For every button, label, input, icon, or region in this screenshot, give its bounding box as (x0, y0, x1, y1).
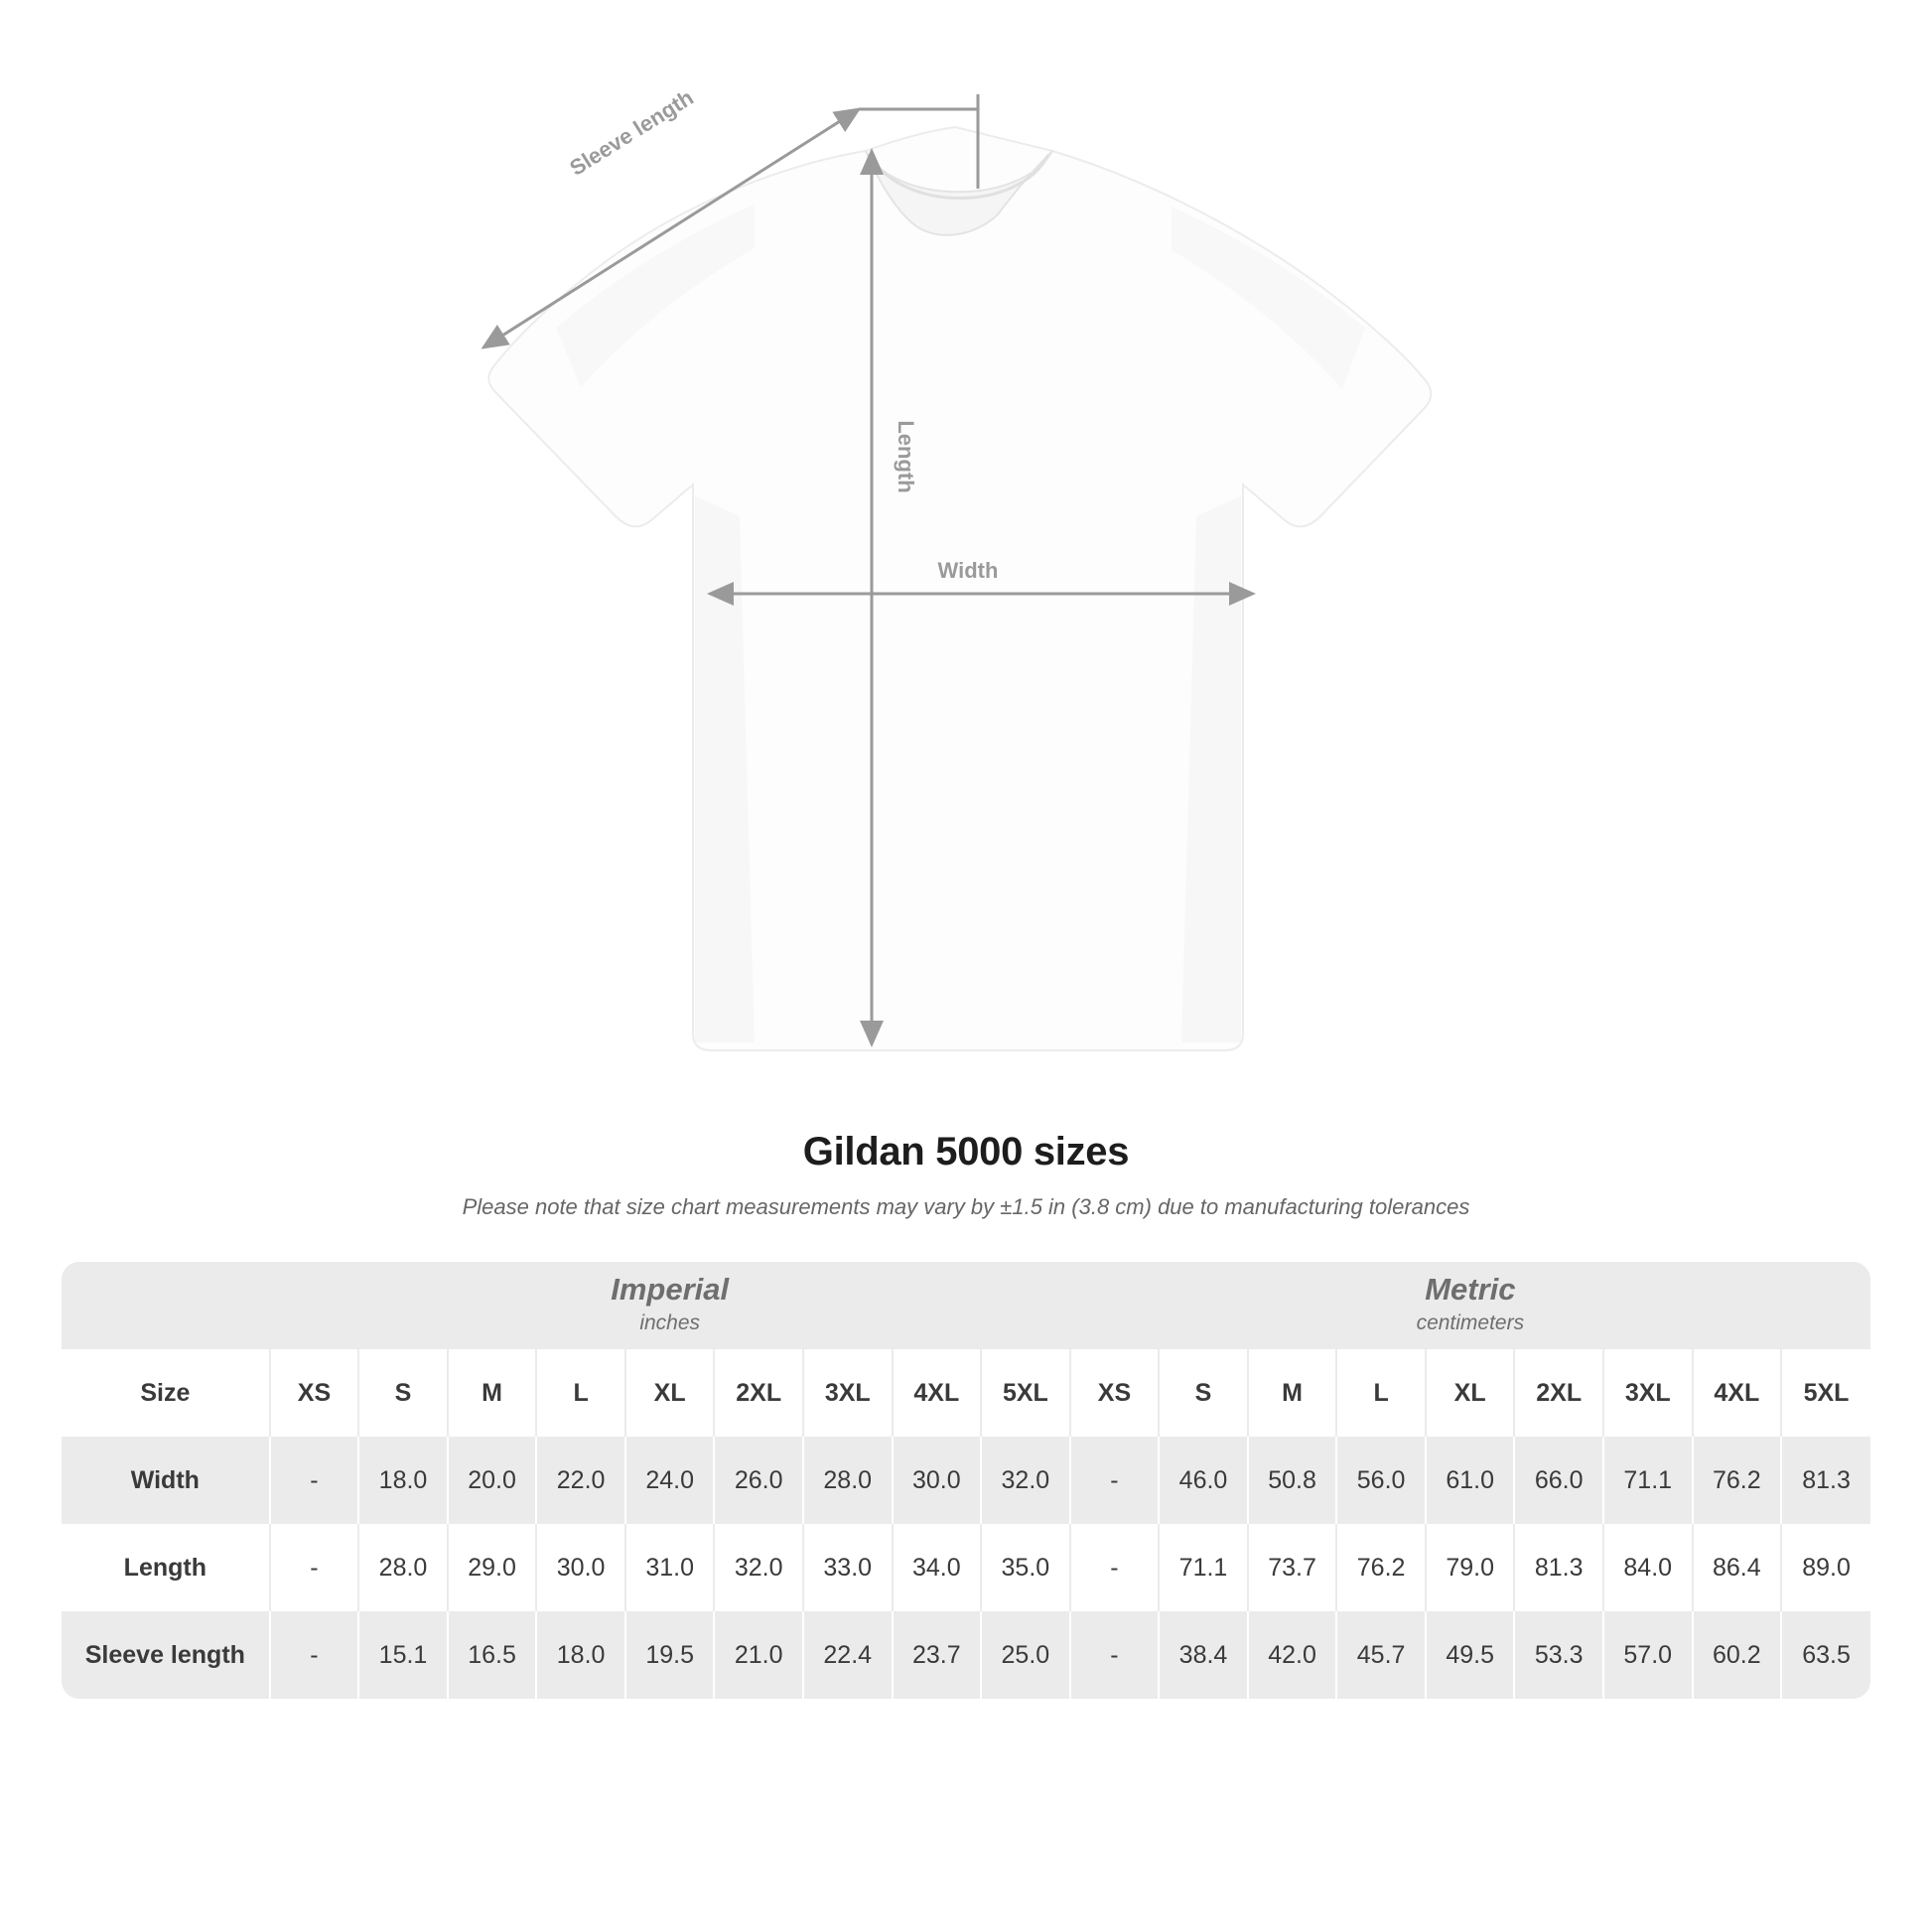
unit-group-metric (1070, 1262, 1870, 1349)
cell-sleeve-metric-5xl: 63.5 (1781, 1611, 1870, 1699)
row-label-length: Length (62, 1524, 270, 1611)
unit-group-imperial-sub: inches (639, 1311, 701, 1335)
size-header-metric-l: L (1336, 1349, 1426, 1437)
table-row (62, 1437, 1870, 1524)
cell-width-metric-2xl: 66.0 (1514, 1437, 1603, 1524)
cell-width-metric-l: 56.0 (1336, 1437, 1426, 1524)
cell-length-metric-5xl: 89.0 (1781, 1524, 1870, 1611)
cell-width-imperial-2xl: 26.0 (714, 1437, 803, 1524)
cell-sleeve-imperial-xl: 19.5 (625, 1611, 715, 1699)
cell-width-metric-xl: 61.0 (1426, 1437, 1515, 1524)
cell-length-imperial-xl: 31.0 (625, 1524, 715, 1611)
cell-length-metric-3xl: 84.0 (1603, 1524, 1693, 1611)
cell-length-imperial-2xl: 32.0 (714, 1524, 803, 1611)
cell-length-metric-m: 73.7 (1248, 1524, 1337, 1611)
cell-sleeve-imperial-xs: - (270, 1611, 359, 1699)
chart-header (0, 1130, 1932, 1220)
size-header-imperial-2xl: 2XL (714, 1349, 803, 1437)
cell-length-metric-l: 76.2 (1336, 1524, 1426, 1611)
size-header-metric-4xl: 4XL (1693, 1349, 1782, 1437)
unit-header-spacer (62, 1262, 270, 1349)
cell-length-imperial-3xl: 33.0 (803, 1524, 893, 1611)
size-header-metric-xs: XS (1070, 1349, 1160, 1437)
unit-group-imperial (270, 1262, 1070, 1349)
size-header-imperial-xs: XS (270, 1349, 359, 1437)
cell-length-metric-xl: 79.0 (1426, 1524, 1515, 1611)
cell-sleeve-metric-3xl: 57.0 (1603, 1611, 1693, 1699)
cell-width-imperial-5xl: 32.0 (981, 1437, 1070, 1524)
cell-width-metric-m: 50.8 (1248, 1437, 1337, 1524)
size-header-imperial-4xl: 4XL (893, 1349, 982, 1437)
cell-sleeve-metric-l: 45.7 (1336, 1611, 1426, 1699)
tolerance-note: Please note that size chart measurements may vary by ±1.5 in (3.8 cm) due to manufacturing tolerances (462, 1194, 1470, 1219)
cell-length-metric-2xl: 81.3 (1514, 1524, 1603, 1611)
cell-sleeve-imperial-s: 15.1 (358, 1611, 448, 1699)
cell-sleeve-imperial-l: 18.0 (536, 1611, 625, 1699)
unit-group-metric-sub: centimeters (1416, 1311, 1525, 1335)
row-label-width: Width (62, 1437, 270, 1524)
cell-sleeve-imperial-4xl: 23.7 (893, 1611, 982, 1699)
cell-width-metric-3xl: 71.1 (1603, 1437, 1693, 1524)
size-header-imperial-5xl: 5XL (981, 1349, 1070, 1437)
table-row (62, 1524, 1870, 1611)
cell-width-metric-xs: - (1070, 1437, 1160, 1524)
sleeve-length-dim-label: Sleeve length (565, 84, 698, 181)
cell-width-imperial-3xl: 28.0 (803, 1437, 893, 1524)
size-header-metric-5xl: 5XL (1781, 1349, 1870, 1437)
cell-sleeve-metric-s: 38.4 (1159, 1611, 1248, 1699)
cell-length-metric-s: 71.1 (1159, 1524, 1248, 1611)
cell-sleeve-metric-xs: - (1070, 1611, 1160, 1699)
size-table (62, 1262, 1870, 1699)
page-title: Gildan 5000 sizes (802, 1130, 1130, 1173)
size-header-imperial-xl: XL (625, 1349, 715, 1437)
cell-sleeve-metric-4xl: 60.2 (1693, 1611, 1782, 1699)
cell-width-imperial-s: 18.0 (358, 1437, 448, 1524)
cell-width-metric-5xl: 81.3 (1781, 1437, 1870, 1524)
size-header-imperial-m: M (448, 1349, 537, 1437)
row-label-sleeve-length: Sleeve length (62, 1611, 270, 1699)
cell-sleeve-imperial-5xl: 25.0 (981, 1611, 1070, 1699)
size-header-metric-m: M (1248, 1349, 1337, 1437)
cell-width-imperial-4xl: 30.0 (893, 1437, 982, 1524)
cell-length-imperial-l: 30.0 (536, 1524, 625, 1611)
cell-length-metric-xs: - (1070, 1524, 1160, 1611)
cell-length-metric-4xl: 86.4 (1693, 1524, 1782, 1611)
cell-sleeve-metric-xl: 49.5 (1426, 1611, 1515, 1699)
cell-sleeve-imperial-3xl: 22.4 (803, 1611, 893, 1699)
cell-width-imperial-l: 22.0 (536, 1437, 625, 1524)
length-dim-label: Length (894, 420, 918, 493)
unit-header-row (62, 1262, 1870, 1349)
size-header-imperial-s: S (358, 1349, 448, 1437)
cell-width-imperial-xl: 24.0 (625, 1437, 715, 1524)
cell-width-imperial-xs: - (270, 1437, 359, 1524)
cell-sleeve-metric-m: 42.0 (1248, 1611, 1337, 1699)
unit-group-imperial-name: Imperial (611, 1272, 730, 1308)
width-dim-label: Width (937, 558, 999, 583)
cell-sleeve-metric-2xl: 53.3 (1514, 1611, 1603, 1699)
cell-length-imperial-5xl: 35.0 (981, 1524, 1070, 1611)
cell-width-metric-4xl: 76.2 (1693, 1437, 1782, 1524)
cell-sleeve-imperial-2xl: 21.0 (714, 1611, 803, 1699)
size-header-label: Size (62, 1349, 270, 1437)
tshirt-shape (488, 127, 1431, 1050)
size-table-wrapper (62, 1262, 1870, 1699)
cell-length-imperial-s: 28.0 (358, 1524, 448, 1611)
cell-width-imperial-m: 20.0 (448, 1437, 537, 1524)
size-header-imperial-3xl: 3XL (803, 1349, 893, 1437)
cell-sleeve-imperial-m: 16.5 (448, 1611, 537, 1699)
size-header-metric-3xl: 3XL (1603, 1349, 1693, 1437)
cell-length-imperial-m: 29.0 (448, 1524, 537, 1611)
cell-width-metric-s: 46.0 (1159, 1437, 1248, 1524)
table-row (62, 1611, 1870, 1699)
size-header-imperial-l: L (536, 1349, 625, 1437)
size-header-metric-s: S (1159, 1349, 1248, 1437)
size-header-row (62, 1349, 1870, 1437)
unit-group-metric-name: Metric (1425, 1272, 1516, 1308)
size-header-metric-xl: XL (1426, 1349, 1515, 1437)
cell-length-imperial-xs: - (270, 1524, 359, 1611)
cell-length-imperial-4xl: 34.0 (893, 1524, 982, 1611)
size-header-metric-2xl: 2XL (1514, 1349, 1603, 1437)
